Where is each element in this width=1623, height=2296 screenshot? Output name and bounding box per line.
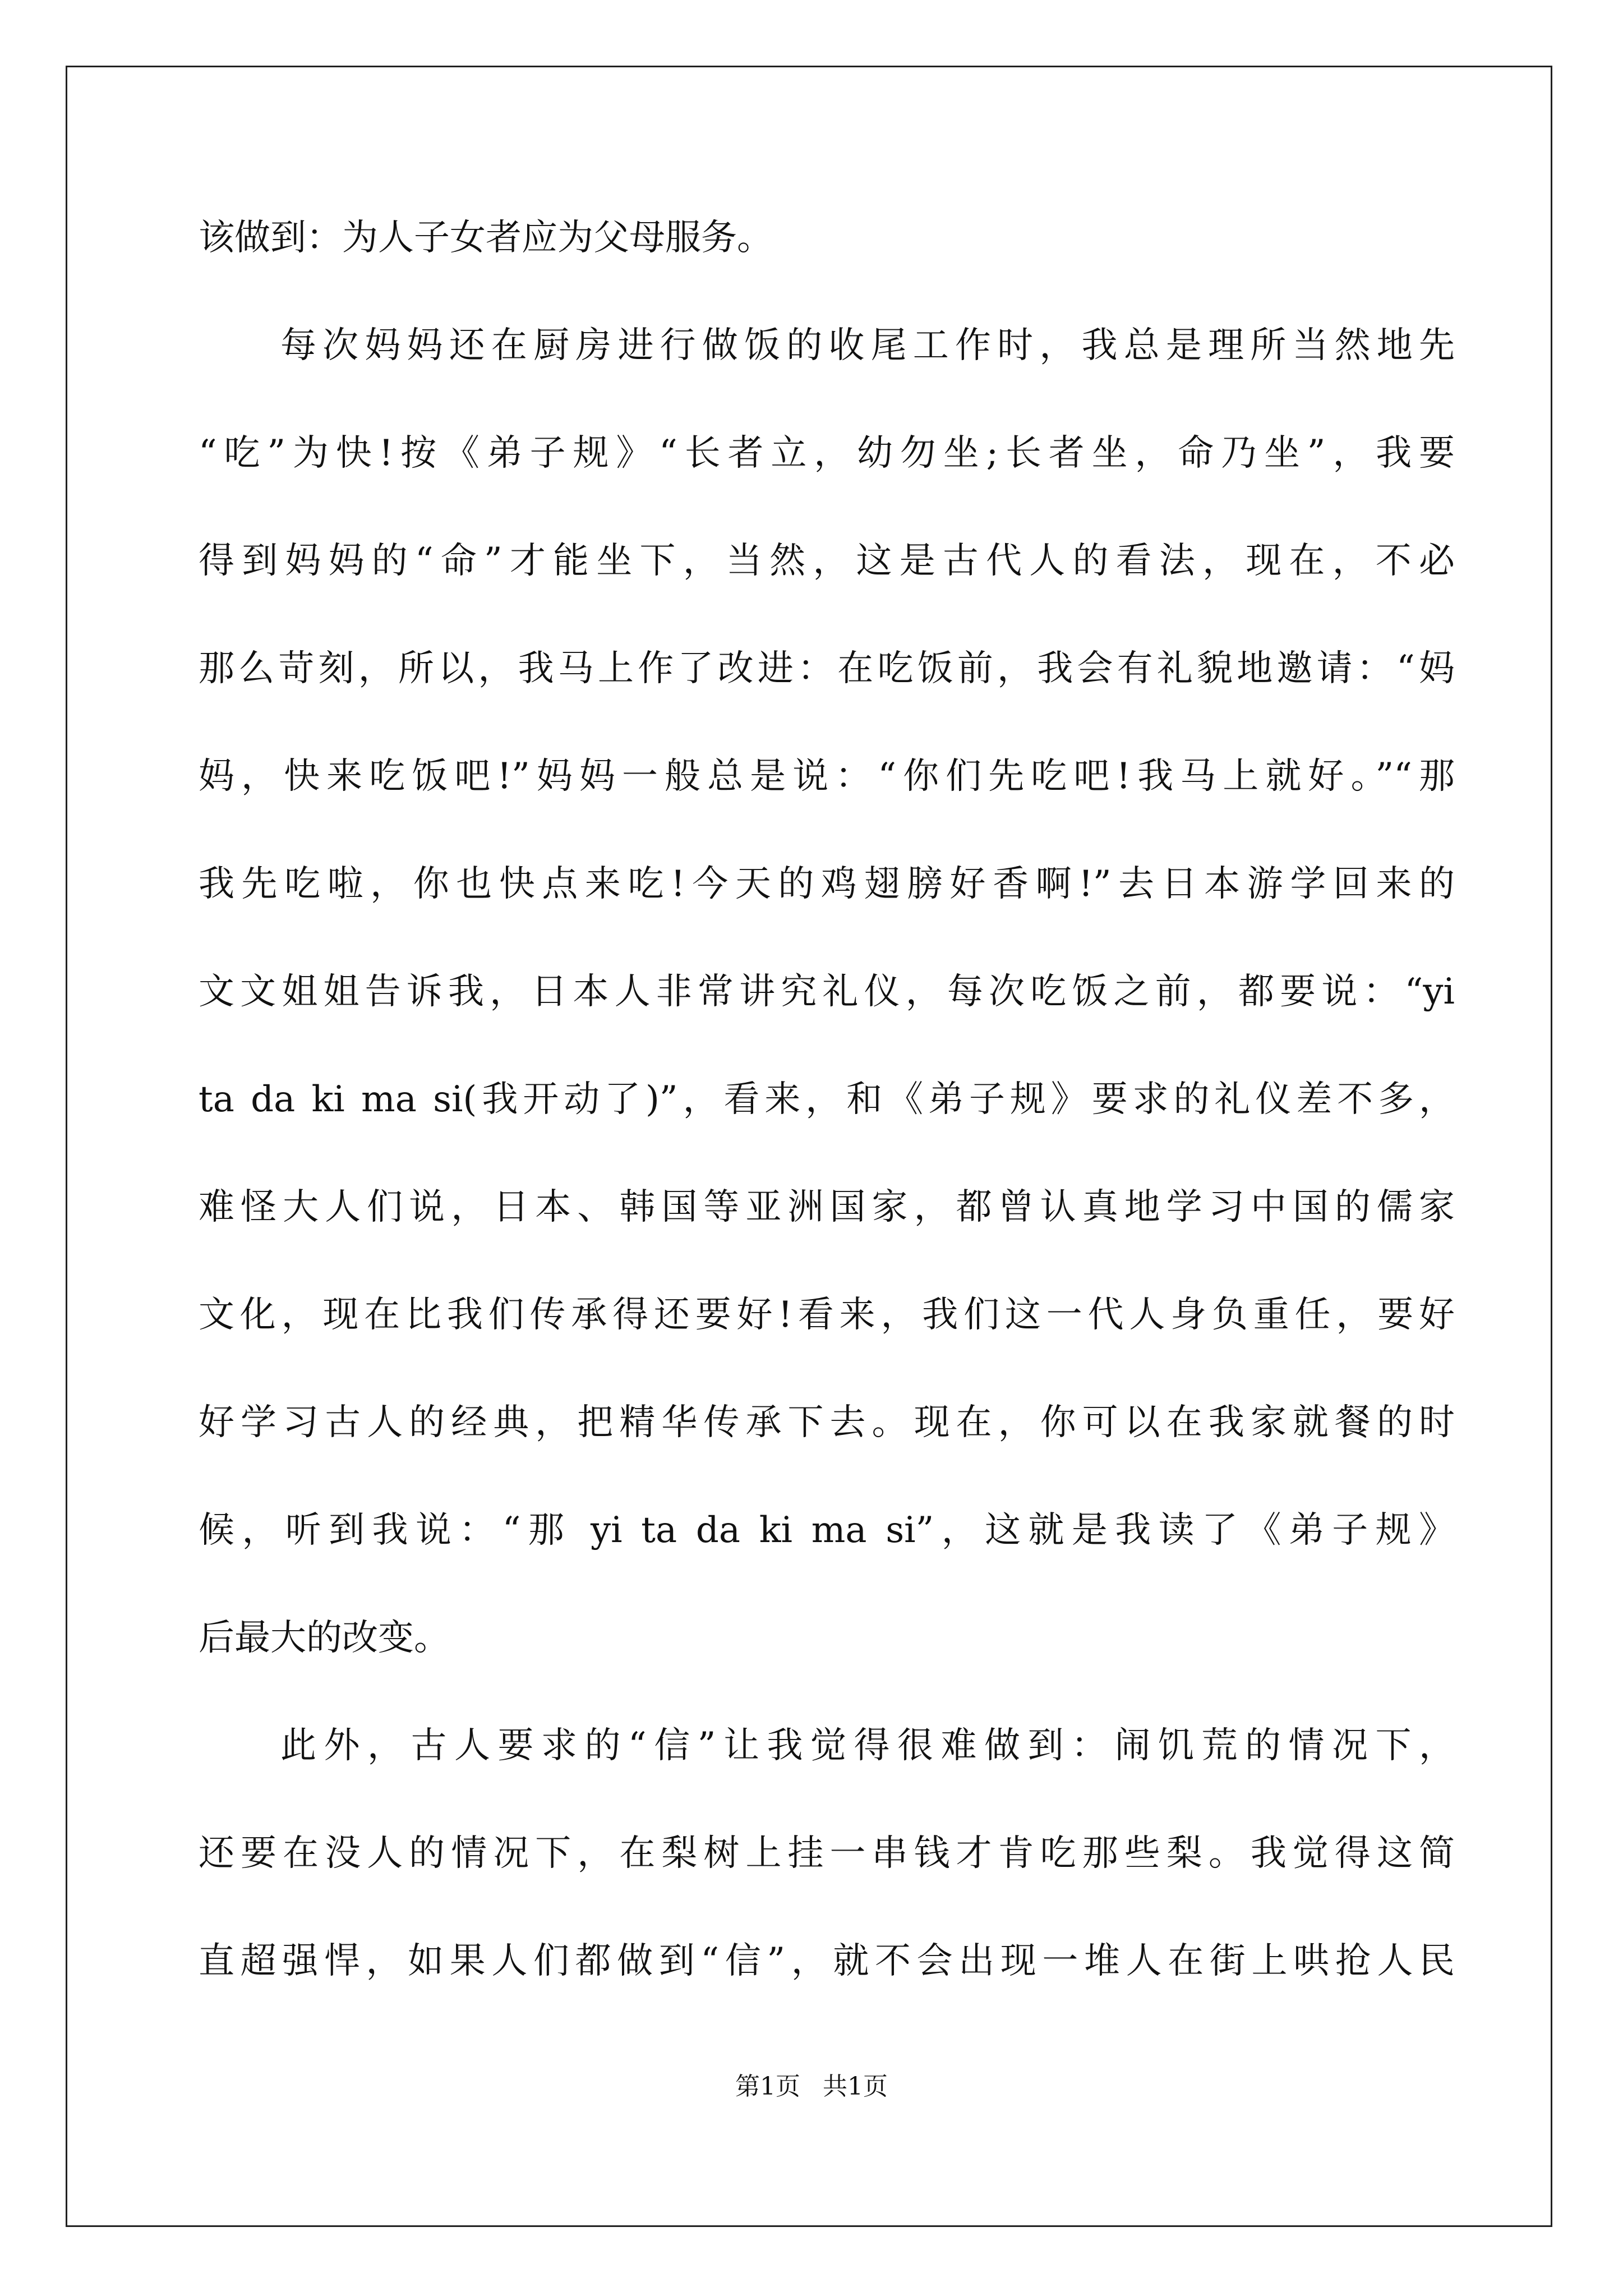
paragraph-line: 妈，快来吃饭吧!”妈妈一般总是说：“你们先吃吧!我马上就好。”“那 (199, 756, 1455, 797)
paragraph-line: 那么苛刻，所以，我马上作了改进：在吃饭前，我会有礼貌地邀请：“妈 (199, 648, 1455, 689)
paragraph-line: 该做到：为人子女者应为父母服务。 (199, 217, 773, 259)
paragraph-line: 候，听到我说：“那 yi ta da ki ma si”，这就是我读了《弟子规》 (199, 1510, 1455, 1551)
paragraph-line: 文文姐姐告诉我，日本人非常讲究礼仪，每次吃饭之前，都要说：“yi (199, 971, 1455, 1013)
page-footer (0, 2070, 1623, 2104)
paragraph-line: 我先吃啦，你也快点来吃!今天的鸡翅膀好香啊!”去日本游学回来的 (199, 863, 1455, 905)
page-total: 共1页 (823, 2072, 888, 2101)
paragraph-line: 还要在没人的情况下，在梨树上挂一串钱才肯吃那些梨。我觉得这简 (199, 1833, 1455, 1874)
paragraph-line: ta da ki ma si(我开动了)”，看来，和《弟子规》要求的礼仪差不多， (199, 1079, 1455, 1120)
paragraph-line: 好学习古人的经典，把精华传承下去。现在，你可以在我家就餐的时 (199, 1402, 1455, 1443)
document-body (199, 202, 1455, 2033)
paragraph-line: 此外，古人要求的“信”让我觉得很难做到：闹饥荒的情况下， (280, 1725, 1455, 1766)
paragraph-line: 难怪大人们说，日本、韩国等亚洲国家，都曾认真地学习中国的儒家 (199, 1186, 1455, 1228)
page-number: 第1页 (735, 2072, 800, 2101)
paragraph-line: 直超强悍，如果人们都做到“信”，就不会出现一堆人在街上哄抢人民 (199, 1940, 1455, 1982)
paragraph-line: 文化，现在比我们传承得还要好!看来，我们这一代人身负重任，要好 (199, 1294, 1455, 1336)
paragraph-line: “吃”为快!按《弟子规》“长者立，幼勿坐;长者坐，命乃坐”，我要 (199, 432, 1455, 474)
paragraph-line: 每次妈妈还在厨房进行做饭的收尾工作时，我总是理所当然地先 (280, 325, 1455, 366)
paragraph-line: 得到妈妈的“命”才能坐下，当然，这是古代人的看法，现在，不必 (199, 540, 1455, 582)
paragraph-line: 后最大的改变。 (199, 1617, 450, 1659)
